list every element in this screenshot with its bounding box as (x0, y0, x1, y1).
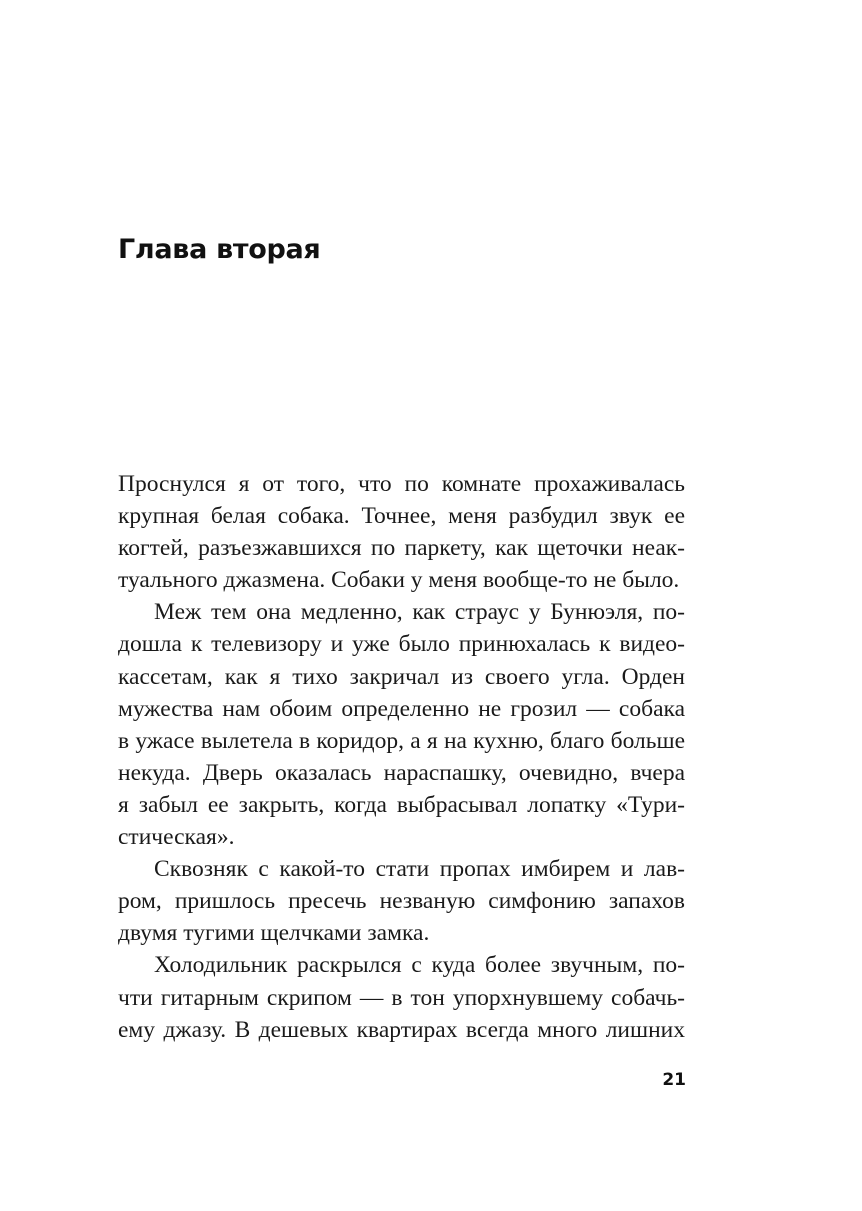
text-line: Проснулся я от того, что по комнате прохаживалась (118, 471, 685, 497)
text-line: я забыл ее закрыть, когда выбрасывал лопатку «Тури- (118, 791, 685, 818)
text-line: некуда. Дверь оказалась нараспашку, очевидно, вчера (118, 759, 685, 786)
paragraph (118, 596, 685, 853)
text-line: чти гитарным скрипом — в тон упорхнувшему собачь- (118, 984, 685, 1011)
text-line: кассетам, как я тихо закричал из своего угла. Орден (118, 663, 685, 690)
text-line: стическая». (118, 824, 235, 851)
text-line: дошла к телевизору и уже было принюхалась к видео- (118, 631, 685, 658)
paragraph (118, 468, 685, 596)
text-line: ему джазу. В дешевых квартирах всегда много лишних (118, 1016, 685, 1043)
text-line: Холодильник раскрылся с куда более звучным, по- (154, 952, 685, 979)
text-line: когтей, разъезжавшихся по паркету, как щеточки неак- (118, 535, 685, 562)
text-line: крупная белая собака. Точнее, меня разбудил звук ее (118, 503, 685, 530)
chapter-body (118, 468, 685, 1046)
text-line: туального джазмена. Собаки у меня вообще-то не было. (118, 567, 680, 594)
chapter-title: Глава вторая (118, 234, 321, 265)
text-line: ром, пришлось пресечь незваную симфонию запахов (118, 888, 685, 915)
text-line: Меж тем она медленно, как страус у Бунюэля, по- (154, 599, 685, 626)
paragraph (118, 853, 685, 949)
text-line: двумя тугими щелчками замка. (118, 920, 430, 947)
page-number: 21 (662, 1070, 686, 1090)
text-line: Сквозняк с какой-то стати пропах имбирем и лав- (154, 856, 685, 883)
paragraph (118, 949, 685, 1045)
text-line: мужества нам обоим определенно не грозил — собака (118, 695, 685, 722)
text-line: в ужасе вылетела в коридор, а я на кухню, благо больше (118, 727, 685, 754)
